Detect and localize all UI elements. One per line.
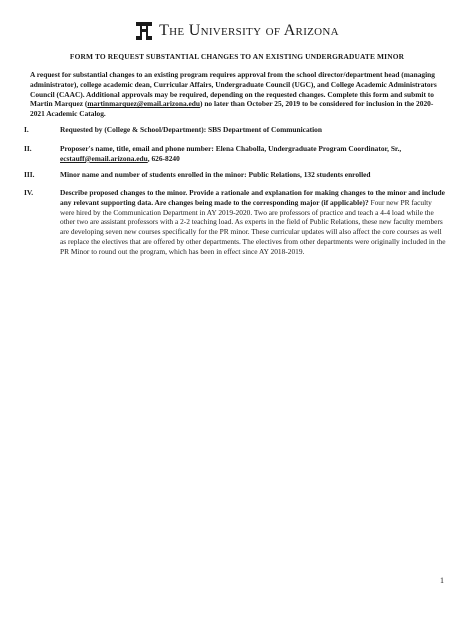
section-numeral: IV. (24, 188, 34, 197)
contact-email-link[interactable]: martinmarquez@email.arizona.edu (87, 99, 201, 109)
section-numeral: III. (24, 170, 35, 179)
proposer-email-link[interactable]: ecstauff@email.arizona.edu (60, 153, 148, 163)
form-title: FORM TO REQUEST SUBSTANTIAL CHANGES TO AN EXISTING UNDERGRADUATE MINOR (69, 52, 405, 61)
intro-paragraph (30, 70, 448, 119)
section-value: Elena Chabolla, Undergraduate Program Coordinator, Sr., (215, 144, 402, 153)
intro-text-before: A request for substantial changes to an existing program requires approval from the school director/department head (managing administrator), college academic dean, Curricular Affairs, Undergraduate Council (UGC), and College Academic Administrators Council (CAAC). Additional approvals may be required, depending on the requested changes. Complete this form and submit to Martin Marquez ( (30, 70, 437, 109)
section-describe-changes (24, 188, 448, 257)
section-numeral: II. (24, 144, 32, 153)
section-proposer (24, 144, 448, 164)
university-logo-icon (135, 21, 153, 41)
section-value: Public Relations, 132 students enrolled (248, 170, 371, 179)
university-header (0, 20, 474, 42)
university-name: The University of Arizona (159, 22, 339, 39)
section-label: Proposer's name, title, email and phone number: (60, 144, 214, 153)
proposer-phone: , 626-8240 (147, 153, 180, 163)
page-number: 1 (440, 576, 444, 585)
intro-text-after: ) no later than October 25, 2019 to be considered for inclusion in the 2020-2021 Academic Catalog. (30, 99, 434, 119)
section-minor-name (24, 170, 448, 180)
section-requested-by (24, 125, 448, 135)
section-label: Describe proposed changes to the minor. Provide a rationale and explanation for making changes to the minor and include any relevant supporting data. Are changes being made to the corresponding major (if applicable)? (60, 188, 445, 207)
section-numeral: I. (24, 125, 29, 134)
section-label: Requested by (College & School/Department): (60, 125, 207, 134)
section-label: Minor name and number of students enrolled in the minor: (60, 170, 247, 179)
section-value: SBS Department of Communication (208, 125, 322, 134)
section-body: Four new PR faculty were hired by the Communication Department in AY 2019-2020. Two are professors of practice and teach a 4-4 load while the other two are assistant professors with a 2-2 teaching load. As experts in the field of Public Relations, these new faculty members are developing seven new courses specifically for the PR minor. These curricular updates will also affect the core courses as well as replace the electives that are offered by other departments. The electives from other departments were originally included in the PR Minor to round out the program, which has been in effect since AY 2018-2019. (60, 197, 446, 256)
